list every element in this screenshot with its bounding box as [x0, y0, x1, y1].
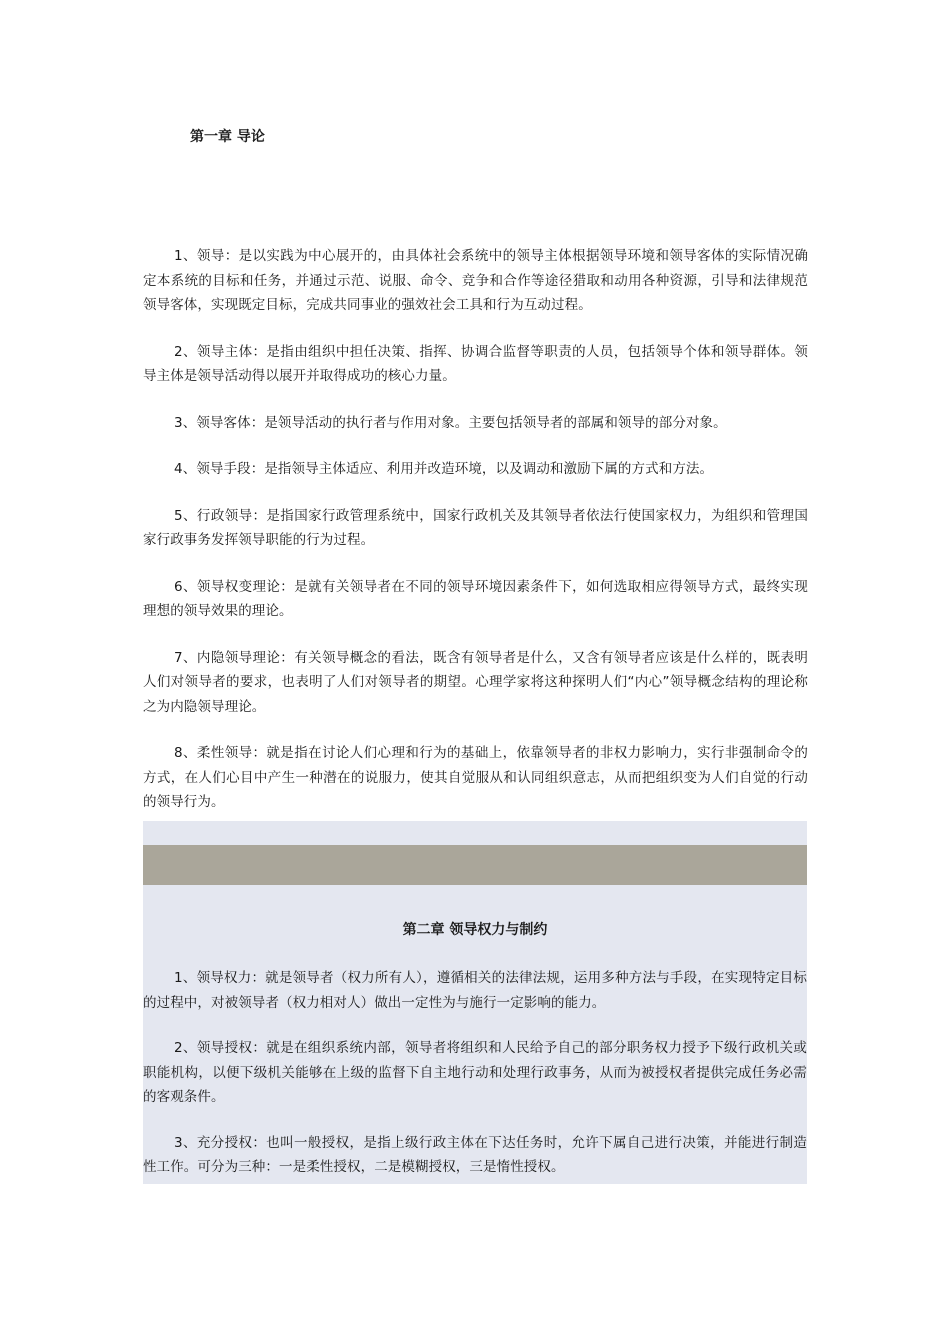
- paragraph: 6、领导权变理论：是就有关领导者在不同的领导环境因素条件下，如何选取相应得领导方式，最终实现理想的领导效果的理论。: [143, 578, 808, 619]
- paragraph: 7、内隐领导理论：有关领导概念的看法，既含有领导者是什么，又含有领导者应该是什么样的，既表明人们对领导者的要求，也表明了人们对领导者的期望。心理学家将这种探明人们“内心”领导概念结构的理论称之为内隐领导理论。: [143, 649, 808, 715]
- paragraph: 1、领导权力：就是领导者（权力所有人），遵循相关的法律法规，运用多种方法与手段，在实现特定目标的过程中，对被领导者（权力相对人）做出一定性为与施行一定影响的能力。: [143, 970, 807, 1011]
- chapter-2-body: [143, 966, 807, 1201]
- paragraph: 3、充分授权：也叫一般授权，是指上级行政主体在下达任务时，允许下属自己进行决策，并能进行制造性工作。可分为三种：一是柔性授权，二是模糊授权，三是惰性授权。: [143, 1134, 807, 1175]
- paragraph: 5、行政领导：是指国家行政管理系统中，国家行政机关及其领导者依法行使国家权力，为组织和管理国家行政事务发挥领导职能的行为过程。: [143, 507, 808, 548]
- paragraph: 1、领导：是以实践为中心展开的，由具体社会系统中的领导主体根据领导环境和领导客体的实际情况确定本系统的目标和任务，并通过示范、说服、命令、竞争和合作等途径猎取和动用各种资源，引导和法律规范领导客体，实现既定目标，完成共同事业的强效社会工具和行为互动过程。: [143, 248, 808, 313]
- chapter-2-title: 第二章 领导权力与制约: [402, 922, 548, 938]
- paragraph: 2、领导主体：是指由组织中担任决策、指挥、协调合监督等职责的人员，包括领导个体和领导群体。领导主体是领导活动得以展开并取得成功的核心力量。: [143, 343, 808, 384]
- chapter-1-body: [143, 244, 808, 837]
- paragraph: 3、领导客体：是领导活动的执行者与作用对象。主要包括领导者的部属和领导的部分对象。: [174, 414, 727, 431]
- paragraph: 2、领导授权：就是在组织系统内部，领导者将组织和人民给予自己的部分职务权力授予下级行政机关或职能机构，以便下级机关能够在上级的监督下自主地行动和处理行政事务，从而为被授权者提供完成任务必需的客观条件。: [143, 1040, 807, 1105]
- chapter-2-highlight-band: [143, 821, 807, 1184]
- divider-bar: [143, 845, 807, 885]
- chapter-1-title: 第一章 导论: [190, 129, 265, 145]
- paragraph: 4、领导手段：是指领导主体适应、利用并改造环境，以及调动和激励下属的方式和方法。: [174, 461, 714, 477]
- paragraph: 8、柔性领导：就是指在讨论人们心理和行为的基础上，依靠领导者的非权力影响力，实行非强制命令的方式，在人们心目中产生一种潜在的说服力，使其自觉服从和认同组织意志，从而把组织变为人们自觉的行动的领导行为。: [143, 745, 808, 810]
